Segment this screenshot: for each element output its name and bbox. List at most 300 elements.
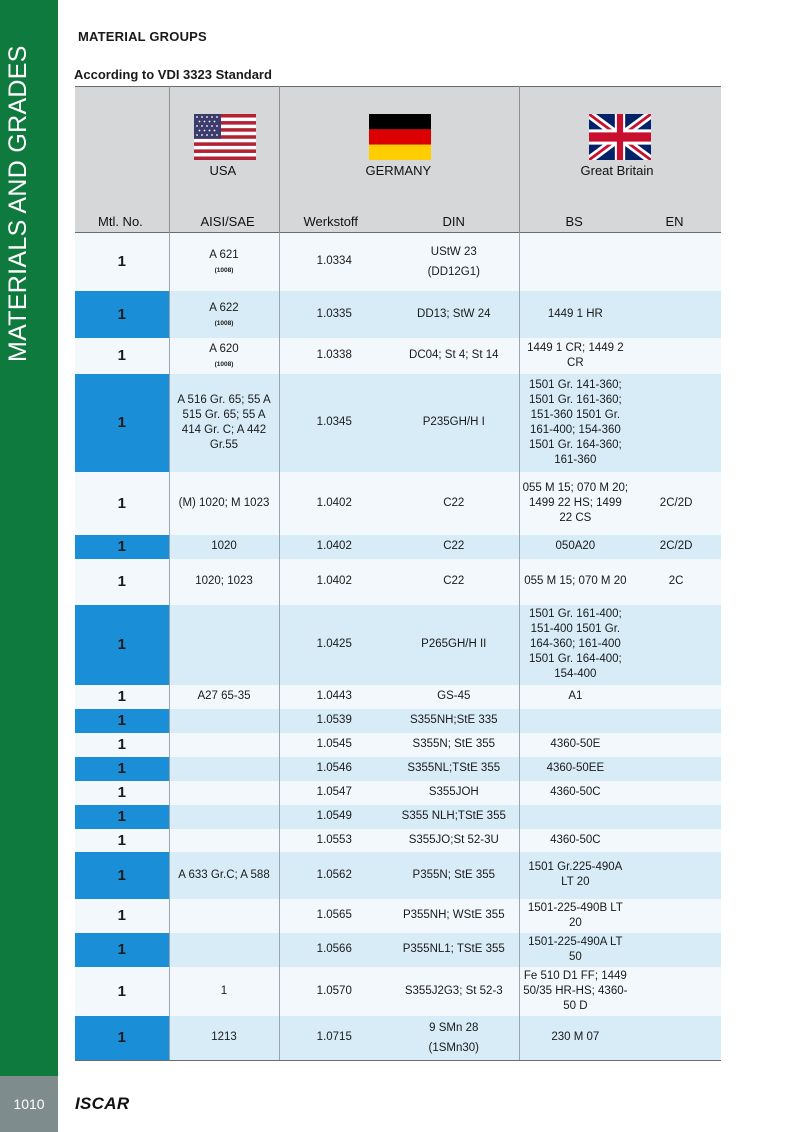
cell-group — [279, 535, 519, 559]
cell-group — [519, 291, 721, 338]
din-cell — [389, 635, 518, 654]
mtl-cell — [75, 472, 169, 535]
werkstoff-cell — [280, 305, 390, 324]
cell-group — [519, 709, 721, 733]
din-cell — [389, 346, 518, 365]
werkstoff-value: 1.0443 — [316, 690, 352, 702]
werkstoff-value: 1.0345 — [316, 416, 352, 428]
din-cell — [389, 711, 518, 730]
din-second-value: (DD12G1) — [427, 265, 480, 278]
werkstoff-value: 1.0570 — [316, 984, 352, 997]
bs-cell — [520, 933, 632, 967]
werkstoff-value: 1.0402 — [316, 496, 352, 509]
en-value: 2C/2D — [659, 540, 693, 552]
aisi-cell — [169, 733, 279, 757]
col-aisi-label: AISI/SAE — [200, 214, 255, 229]
bs-value: 055 M 15; 070 M 20 — [524, 575, 627, 587]
mtl-cell — [75, 709, 169, 733]
din-cell — [389, 494, 518, 513]
cell-group-inner — [280, 831, 519, 850]
aisi-sub-value: (1008) — [214, 267, 234, 275]
cell-group — [519, 685, 721, 709]
table-row — [75, 1016, 721, 1061]
din-value: C22 — [443, 575, 465, 587]
en-cell — [631, 815, 721, 819]
cell-group-inner — [280, 940, 519, 959]
sidebar-title: MATERIALS AND GRADES — [4, 45, 32, 362]
en-cell — [631, 838, 721, 842]
table-row — [75, 805, 721, 829]
cell-group-inner — [520, 537, 722, 556]
mtl-value: 1 — [117, 688, 126, 705]
werkstoff-cell — [280, 711, 390, 730]
en-cell — [631, 494, 721, 513]
cell-group — [519, 338, 721, 374]
table-row — [75, 967, 721, 1016]
uk-flag-icon — [589, 114, 651, 160]
aisi-cell — [169, 829, 279, 852]
werkstoff-cell — [280, 346, 390, 365]
werkstoff-value: 1.0546 — [316, 762, 352, 774]
mtl-cell — [75, 733, 169, 757]
mtl-cell — [75, 374, 169, 472]
aisi-cell — [169, 709, 279, 733]
bs-cell — [520, 735, 632, 754]
mtl-value: 1 — [117, 538, 126, 555]
aisi-cell — [169, 757, 279, 781]
mtl-value: 1 — [117, 1029, 126, 1046]
table-row — [75, 685, 721, 709]
usa-flag-icon — [194, 114, 256, 160]
cell-group-inner — [520, 899, 722, 933]
werkstoff-cell — [280, 866, 390, 885]
mtl-cell — [75, 338, 169, 374]
aisi-cell — [169, 605, 279, 685]
table-row — [75, 933, 721, 967]
din-cell — [389, 940, 518, 959]
aisi-cell — [169, 535, 279, 559]
cell-group — [279, 829, 519, 852]
aisi-value: A 621 — [209, 249, 239, 262]
cell-group-inner — [280, 635, 519, 654]
din-value: S355JOH — [428, 786, 479, 798]
werkstoff-value: 1.0547 — [316, 786, 352, 798]
cell-group-inner — [520, 305, 722, 324]
cell-group — [279, 967, 519, 1016]
section-title: MATERIAL GROUPS — [78, 29, 207, 44]
bs-value: 1449 1 HR — [547, 307, 603, 320]
werkstoff-value: 1.0402 — [316, 540, 352, 552]
cell-group — [279, 291, 519, 338]
cell-group-inner — [520, 572, 722, 591]
cell-group — [279, 899, 519, 933]
aisi-value: (M) 1020; M 1023 — [178, 496, 270, 509]
aisi-cell — [169, 291, 279, 338]
din-value: S355NH;StE 335 — [409, 714, 498, 726]
din-cell — [389, 413, 518, 432]
mtl-cell — [75, 535, 169, 559]
cell-group — [519, 852, 721, 899]
table-body — [75, 233, 721, 1061]
bs-cell — [520, 572, 632, 591]
din-value: GS-45 — [437, 690, 471, 702]
cell-group-inner — [520, 967, 722, 1016]
cell-group — [519, 1016, 721, 1061]
din-value: S355N; StE 355 — [412, 738, 496, 750]
cell-group-inner — [520, 479, 722, 528]
mtl-value: 1 — [117, 760, 126, 777]
din-value: DD13; StW 24 — [417, 307, 491, 320]
din-cell — [389, 1016, 518, 1060]
bs-cell — [520, 605, 632, 684]
werkstoff-cell — [280, 735, 390, 754]
mtl-value: 1 — [117, 907, 126, 924]
werkstoff-value: 1.0425 — [316, 638, 352, 650]
mtl-cell — [75, 291, 169, 338]
aisi-sub-value: (1008) — [214, 361, 234, 368]
table-row — [75, 472, 721, 535]
werkstoff-cell — [280, 982, 390, 1001]
werkstoff-value: 1.0549 — [316, 810, 352, 822]
aisi-cell — [169, 233, 279, 291]
werkstoff-cell — [280, 687, 390, 706]
mtl-value: 1 — [117, 414, 126, 431]
din-value: S355J2G3; St 52-3 — [404, 984, 503, 997]
aisi-cell — [169, 1016, 279, 1061]
cell-group — [519, 805, 721, 829]
cell-group — [279, 1016, 519, 1061]
werkstoff-cell — [280, 413, 390, 432]
cell-group — [279, 757, 519, 781]
werkstoff-cell — [280, 494, 390, 513]
bs-value: 055 M 15; 070 M 20; 1499 22 HS; 1499 22 CS — [522, 481, 629, 524]
mtl-value: 1 — [117, 831, 126, 849]
cell-group-inner — [280, 346, 519, 365]
table-row — [75, 899, 721, 933]
bs-cell — [520, 339, 632, 373]
cell-group-inner — [520, 605, 722, 684]
cell-group-inner — [280, 982, 519, 1001]
aisi-cell — [169, 805, 279, 829]
cell-group-inner — [520, 815, 722, 819]
header-usa — [169, 87, 279, 233]
mtl-value: 1 — [117, 573, 126, 590]
table-caption: According to VDI 3323 Standard — [74, 67, 272, 82]
din-value: DC04; St 4; St 14 — [409, 349, 499, 361]
mtl-value: 1 — [117, 494, 126, 512]
werkstoff-value: 1.0334 — [316, 255, 352, 268]
din-cell — [389, 240, 518, 284]
bs-cell — [520, 899, 632, 933]
bs-cell — [520, 479, 632, 528]
sidebar-band — [0, 0, 58, 1076]
mtl-value: 1 — [117, 808, 126, 825]
cell-group-inner — [280, 807, 519, 826]
cell-group-inner — [520, 719, 722, 723]
werkstoff-value: 1.0565 — [316, 909, 352, 921]
mtl-cell — [75, 899, 169, 933]
cell-group — [279, 852, 519, 899]
country-germany: GERMANY — [365, 163, 432, 178]
din-cell — [389, 807, 518, 826]
bs-cell — [520, 783, 632, 802]
din-value: C22 — [443, 496, 465, 509]
cell-group-inner — [280, 413, 519, 432]
aisi-cell — [169, 685, 279, 709]
table-row — [75, 781, 721, 805]
cell-group-inner — [520, 1028, 722, 1047]
cell-group — [519, 829, 721, 852]
mtl-value: 1 — [117, 941, 126, 958]
aisi-cell — [169, 374, 279, 472]
table-row — [75, 535, 721, 559]
mtl-cell — [75, 805, 169, 829]
header-germany — [279, 87, 519, 233]
bs-value: Fe 510 D1 FF; 1449 50/35 HR-HS; 4360-50 D — [523, 969, 628, 1012]
cell-group — [519, 374, 721, 472]
en-cell — [631, 791, 721, 795]
werkstoff-cell — [280, 635, 390, 654]
col-din-label: DIN — [442, 214, 465, 229]
aisi-cell — [169, 781, 279, 805]
mtl-value: 1 — [117, 784, 126, 801]
aisi-cell — [169, 933, 279, 967]
mtl-cell — [75, 852, 169, 899]
bs-value: 050A20 — [555, 540, 596, 552]
werkstoff-value: 1.0335 — [316, 307, 352, 320]
bs-cell — [520, 815, 632, 819]
mtl-value: 1 — [117, 866, 126, 884]
bs-value: 4360-50E — [550, 738, 601, 750]
cell-group — [279, 805, 519, 829]
cell-group — [519, 605, 721, 685]
din-cell — [389, 735, 518, 754]
cell-group-inner — [280, 866, 519, 885]
bs-cell — [520, 1028, 632, 1047]
cell-group — [279, 374, 519, 472]
header-mtl — [75, 87, 169, 233]
mtl-cell — [75, 1016, 169, 1061]
header-britain — [519, 87, 721, 233]
table-row — [75, 291, 721, 338]
en-cell — [631, 914, 721, 918]
din-value: C22 — [443, 540, 465, 552]
din-cell — [389, 537, 518, 556]
cell-group — [519, 733, 721, 757]
en-cell — [631, 537, 721, 556]
mtl-value: 1 — [117, 636, 126, 653]
werkstoff-value: 1.0562 — [316, 868, 352, 881]
cell-group-inner — [280, 735, 519, 754]
din-cell — [389, 759, 518, 778]
aisi-value: A27 65-35 — [197, 690, 251, 702]
germany-flag-icon — [369, 114, 431, 160]
werkstoff-cell — [280, 906, 390, 925]
en-cell — [631, 873, 721, 877]
bs-value: 4360-50C — [550, 786, 601, 798]
cell-group — [279, 933, 519, 967]
country-usa: USA — [209, 163, 237, 178]
cell-group-inner — [280, 687, 519, 706]
bs-cell — [520, 719, 632, 723]
en-cell — [631, 989, 721, 993]
col-bs-label: BS — [565, 214, 583, 229]
cell-group-inner — [520, 260, 722, 264]
werkstoff-value: 1.0338 — [316, 349, 352, 361]
mtl-value: 1 — [117, 712, 126, 729]
mtl-cell — [75, 933, 169, 967]
din-cell — [389, 831, 518, 850]
brand-logo: ISCAR — [75, 1094, 130, 1113]
werkstoff-cell — [280, 537, 390, 556]
table-row — [75, 233, 721, 291]
cell-group-inner — [520, 735, 722, 754]
aisi-value: A 622 — [209, 301, 239, 314]
col-werkstoff-label: Werkstoff — [303, 214, 358, 229]
en-value: 2C/2D — [659, 496, 693, 509]
en-cell — [631, 260, 721, 264]
bs-value: 1501 Gr. 161-400; 151-400 1501 Gr. 164-360; 161-400 1501 Gr. 164-400; 154-400 — [529, 608, 622, 680]
din-value: P355NH; WStE 355 — [402, 909, 505, 921]
cell-group — [519, 559, 721, 605]
en-cell — [631, 1036, 721, 1040]
cell-group — [279, 781, 519, 805]
werkstoff-value: 1.0539 — [316, 714, 352, 726]
cell-group-inner — [520, 783, 722, 802]
aisi-sub-value: (1008) — [214, 319, 234, 327]
cell-group — [279, 559, 519, 605]
din-cell — [389, 687, 518, 706]
din-cell — [389, 305, 518, 324]
cell-group-inner — [280, 783, 519, 802]
cell-group-inner — [280, 240, 519, 284]
werkstoff-cell — [280, 572, 390, 591]
aisi-value: 1 — [220, 984, 228, 997]
cell-group — [279, 685, 519, 709]
mtl-value: 1 — [117, 736, 126, 753]
table-row — [75, 852, 721, 899]
table-row — [75, 829, 721, 852]
en-cell — [631, 743, 721, 747]
table-row — [75, 709, 721, 733]
mtl-cell — [75, 829, 169, 852]
bs-value: 1501 Gr.225-490A LT 20 — [528, 861, 623, 888]
bs-value: 1501-225-490B LT 20 — [527, 901, 623, 929]
bs-value: 1501-225-490A LT 50 — [528, 935, 623, 963]
col-en-label: EN — [665, 214, 684, 229]
cell-group-inner — [280, 1016, 519, 1060]
cell-group-inner — [280, 537, 519, 556]
mtl-cell — [75, 757, 169, 781]
cell-group — [519, 757, 721, 781]
mtl-cell — [75, 233, 169, 291]
aisi-value: A 633 Gr.C; A 588 — [178, 868, 270, 881]
material-groups-table — [75, 86, 721, 1061]
table-row — [75, 605, 721, 685]
cell-group — [279, 233, 519, 291]
cell-group-inner — [520, 376, 722, 470]
cell-group — [279, 733, 519, 757]
cell-group — [519, 933, 721, 967]
werkstoff-value: 1.0553 — [316, 833, 352, 846]
bs-cell — [520, 687, 632, 706]
aisi-cell — [169, 852, 279, 899]
din-value: 9 SMn 28 — [429, 1021, 479, 1034]
din-value: S355 NLH;TStE 355 — [401, 810, 506, 822]
mtl-cell — [75, 685, 169, 709]
aisi-value: 1213 — [211, 1031, 237, 1043]
cell-group — [519, 781, 721, 805]
werkstoff-cell — [280, 252, 390, 271]
din-value: P265GH/H II — [421, 638, 487, 650]
bs-cell — [520, 305, 632, 324]
en-cell — [631, 572, 721, 591]
en-cell — [631, 948, 721, 952]
aisi-cell — [169, 338, 279, 374]
din-value: P355N; StE 355 — [412, 868, 496, 881]
mtl-cell — [75, 781, 169, 805]
en-cell — [631, 312, 721, 316]
mtl-value: 1 — [117, 347, 126, 364]
werkstoff-value: 1.0566 — [316, 943, 352, 955]
din-cell — [389, 783, 518, 802]
werkstoff-value: 1.0402 — [316, 575, 352, 587]
cell-group — [279, 605, 519, 685]
cell-group-inner — [520, 858, 722, 892]
din-cell — [389, 982, 518, 1001]
cell-group — [519, 967, 721, 1016]
werkstoff-value: 1.0545 — [316, 738, 352, 750]
din-cell — [389, 572, 518, 591]
aisi-cell — [169, 472, 279, 535]
cell-group-inner — [520, 759, 722, 778]
cell-group-inner — [280, 906, 519, 925]
bs-cell — [520, 537, 632, 556]
country-britain: Great Britain — [580, 163, 654, 178]
bs-cell — [520, 260, 632, 264]
din-value: P235GH/H I — [422, 416, 485, 428]
en-cell — [631, 354, 721, 358]
aisi-value: A 620 — [209, 343, 239, 355]
cell-group-inner — [520, 687, 722, 706]
bs-value: 1501 Gr. 141-360; 1501 Gr. 161-360; 151-360 1501 Gr. 161-400; 154-360 1501 Gr. 164-360; 161-360 — [529, 378, 622, 466]
werkstoff-cell — [280, 940, 390, 959]
table-row — [75, 338, 721, 374]
mtl-cell — [75, 967, 169, 1016]
aisi-value: 1020 — [211, 540, 237, 552]
bs-value: 230 M 07 — [551, 1031, 600, 1043]
cell-group-inner — [520, 933, 722, 967]
din-cell — [389, 906, 518, 925]
cell-group — [279, 338, 519, 374]
mtl-cell — [75, 559, 169, 605]
werkstoff-cell — [280, 1028, 390, 1047]
cell-group — [279, 472, 519, 535]
mtl-value: 1 — [117, 253, 126, 271]
bs-cell — [520, 759, 632, 778]
table-row — [75, 374, 721, 472]
cell-group — [519, 535, 721, 559]
en-cell — [631, 719, 721, 723]
table-row — [75, 733, 721, 757]
cell-group — [519, 472, 721, 535]
werkstoff-value: 1.0715 — [316, 1031, 352, 1043]
werkstoff-cell — [280, 759, 390, 778]
en-cell — [631, 695, 721, 699]
bs-value: 4360-50C — [550, 833, 601, 846]
cell-group-inner — [280, 305, 519, 324]
en-cell — [631, 767, 721, 771]
